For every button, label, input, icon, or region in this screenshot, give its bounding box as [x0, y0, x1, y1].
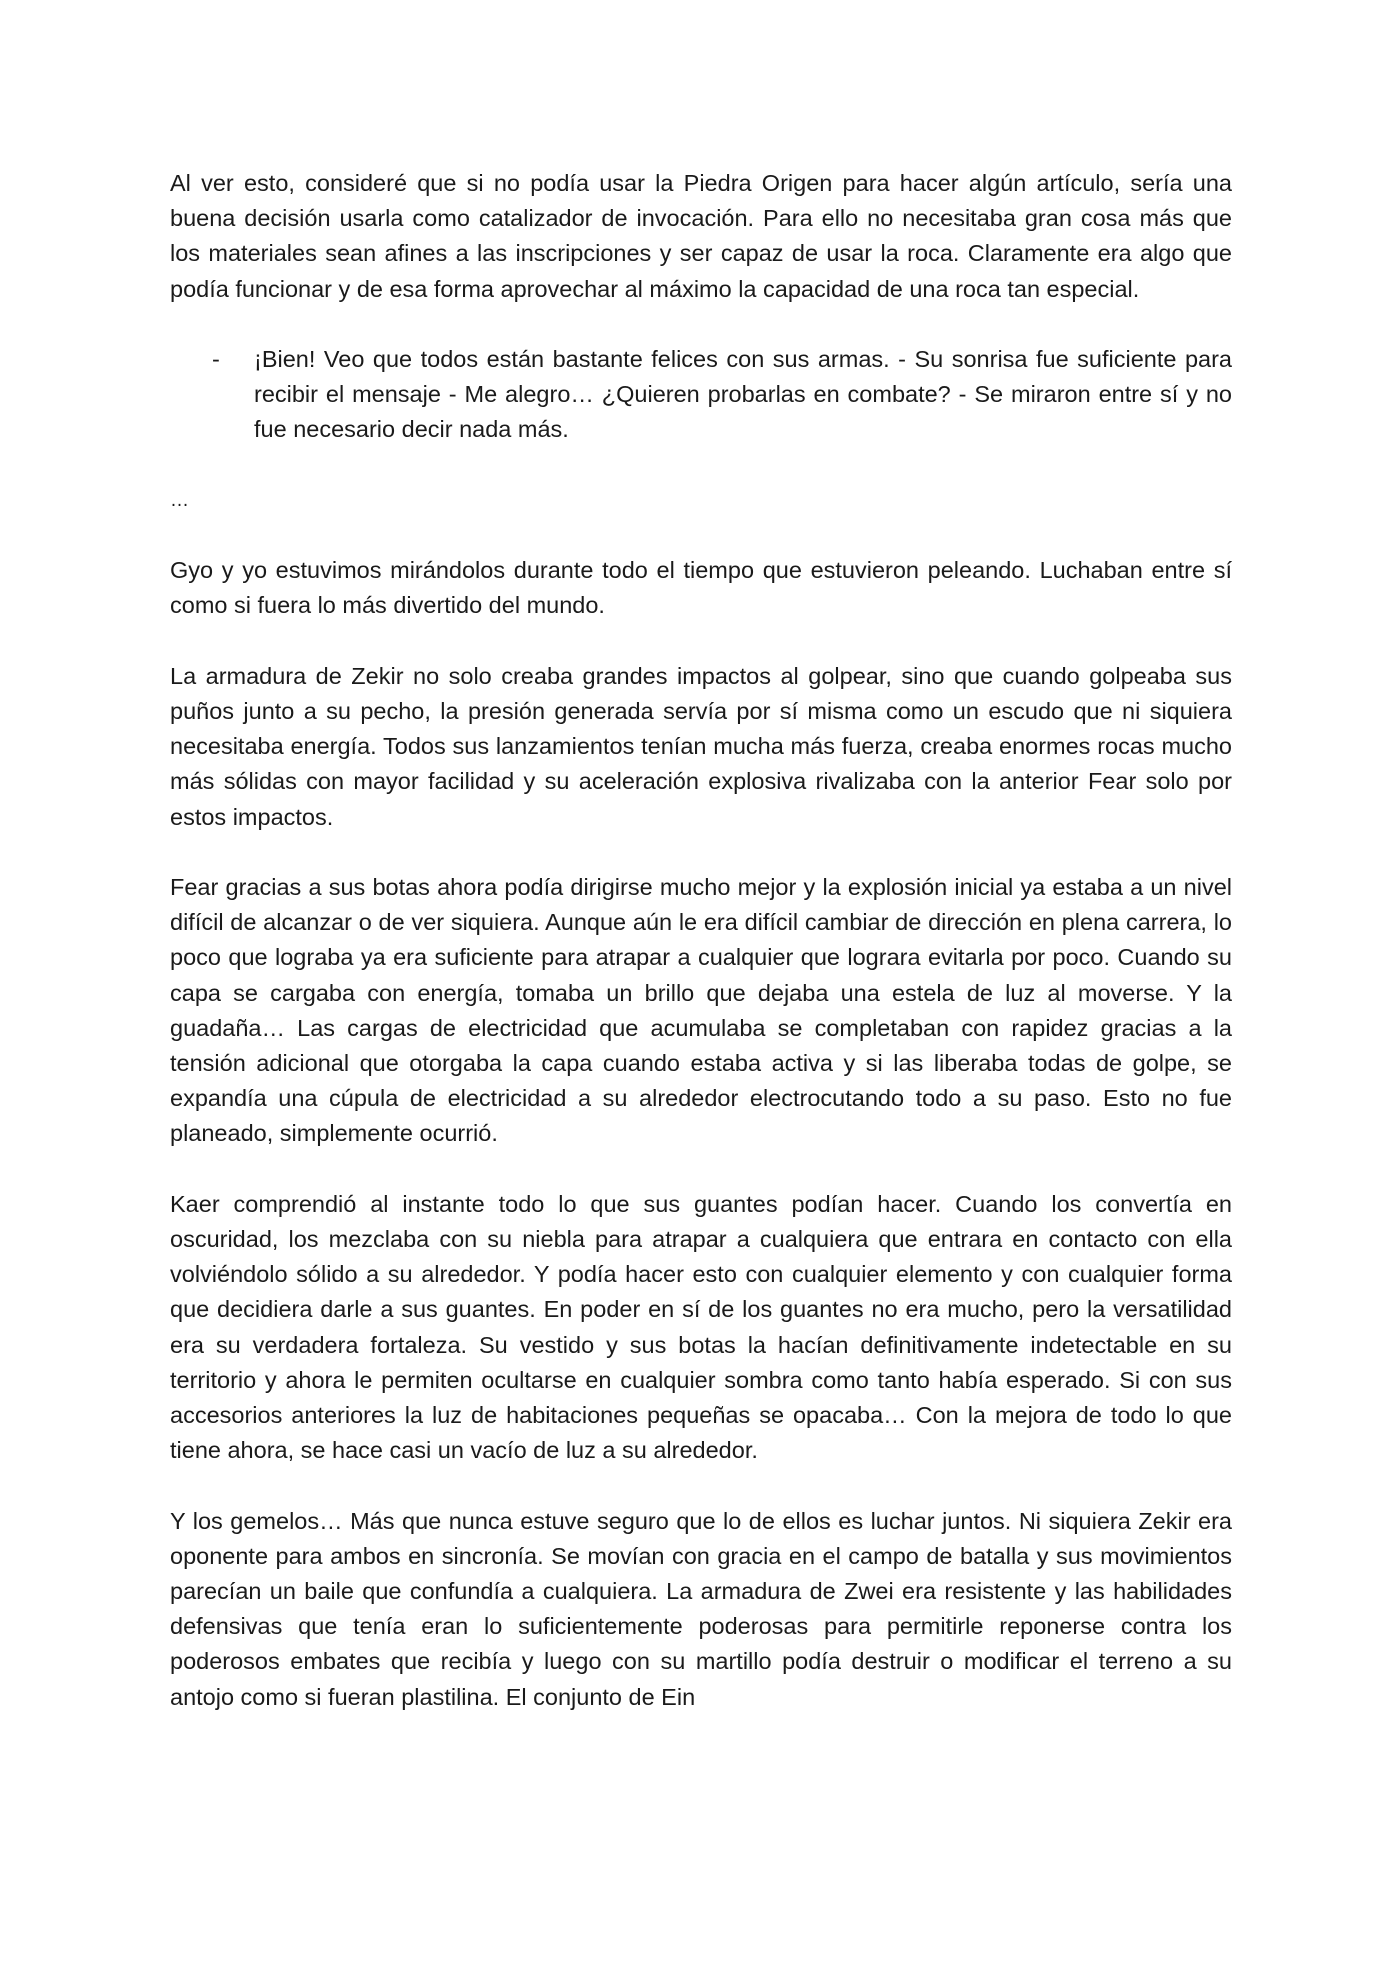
dialogue-line — [170, 342, 1232, 448]
paragraph-gyo: Gyo y yo estuvimos mirándolos durante todo el tiempo que estuvieron peleando. Luchaban entre sí como si fuera lo más divertido del mundo. — [170, 557, 1232, 619]
dialogue-dash: - — [212, 346, 220, 372]
paragraph-origin-stone: Al ver esto, consideré que si no podía usar la Piedra Origen para hacer algún artículo, sería una buena decisión usarla como catalizador de invocación. Para ello no necesitaba gran cosa más que los materiales sean afines a las inscripciones y ser capaz de usar la roca. Claramente era algo que podía funcionar y de esa forma aprovechar al máximo la capacidad de una roca tan especial. — [170, 170, 1232, 302]
paragraph-fear: Fear gracias a sus botas ahora podía dirigirse mucho mejor y la explosión inicial ya estaba a un nivel difícil de alcanzar o de ver siquiera. Aunque aún le era difícil cambiar de dirección en plena carrera, lo poco que lograba ya era suficiente para atrapar a cualquier que lograra evitarla por poco. Cuando su capa se cargaba con energía, tomaba un brillo que dejaba una estela de luz al moverse. Y la guadaña… Las cargas de electricidad que acumulaba se completaban con rapidez gracias a la tensión adicional que otorgaba la capa cuando estaba activa y si las liberaba todas de golpe, se expandía una cúpula de electricidad a su alrededor electrocutando todo a su paso. Esto no fue planeado, simplemente ocurrió. — [170, 873, 1232, 1147]
dialogue-text: ¡Bien! Veo que todos están bastante felices con sus armas. - Su sonrisa fue suficiente para recibir el mensaje - Me alegro… ¿Quieren probarlas en combate? - Se miraron entre sí y no fue necesario decir nada más. — [254, 346, 1232, 443]
paragraph-zekir: La armadura de Zekir no solo creaba grandes impactos al golpear, sino que cuando golpeaba sus puños junto a su pecho, la presión generada servía por sí misma como un escudo que ni siquiera necesitaba energía. Todos sus lanzamientos tenían mucha más fuerza, creaba enormes rocas mucho más sólidas con mayor facilidad y su aceleración explosiva rivalizaba con la anterior Fear solo por estos impactos. — [170, 662, 1232, 830]
paragraph-kaer: Kaer comprendió al instante todo lo que sus guantes podían hacer. Cuando los convertía en oscuridad, los mezclaba con su niebla para atrapar a cualquiera que entrara en contacto con ella volviéndolo sólido a su alrededor. Y podía hacer esto con cualquier elemento y con cualquier forma que decidiera darle a sus guantes. En poder en sí de los guantes no era mucho, pero la versatilidad era su verdadera fortaleza. Su vestido y sus botas la hacían definitivamente indetectable en su territorio y ahora le permiten ocultarse en cualquier sombra como tanto había esperado. Si con sus accesorios anteriores la luz de habitaciones pequeñas se opacaba… Con la mejora de todo lo que tiene ahora, se hace casi un vacío de luz a su alrededor. — [170, 1190, 1232, 1464]
document-body — [170, 166, 1232, 1750]
scene-separator: … — [170, 489, 189, 511]
paragraph-twins: Y los gemelos… Más que nunca estuve seguro que lo de ellos es luchar juntos. Ni siquiera Zekir era oponente para ambos en sincronía. Se movían con gracia en el campo de batalla y sus movimientos parecían un baile que confundía a cualquiera. La armadura de Zwei era resistente y las habilidades defensivas que tenía eran lo suficientemente poderosas para permitirle reponerse contra los poderosos embates que recibía y luego con su martillo podía destruir o modificar el terreno a su antojo como si fueran plastilina. El conjunto de Ein — [170, 1507, 1232, 1710]
